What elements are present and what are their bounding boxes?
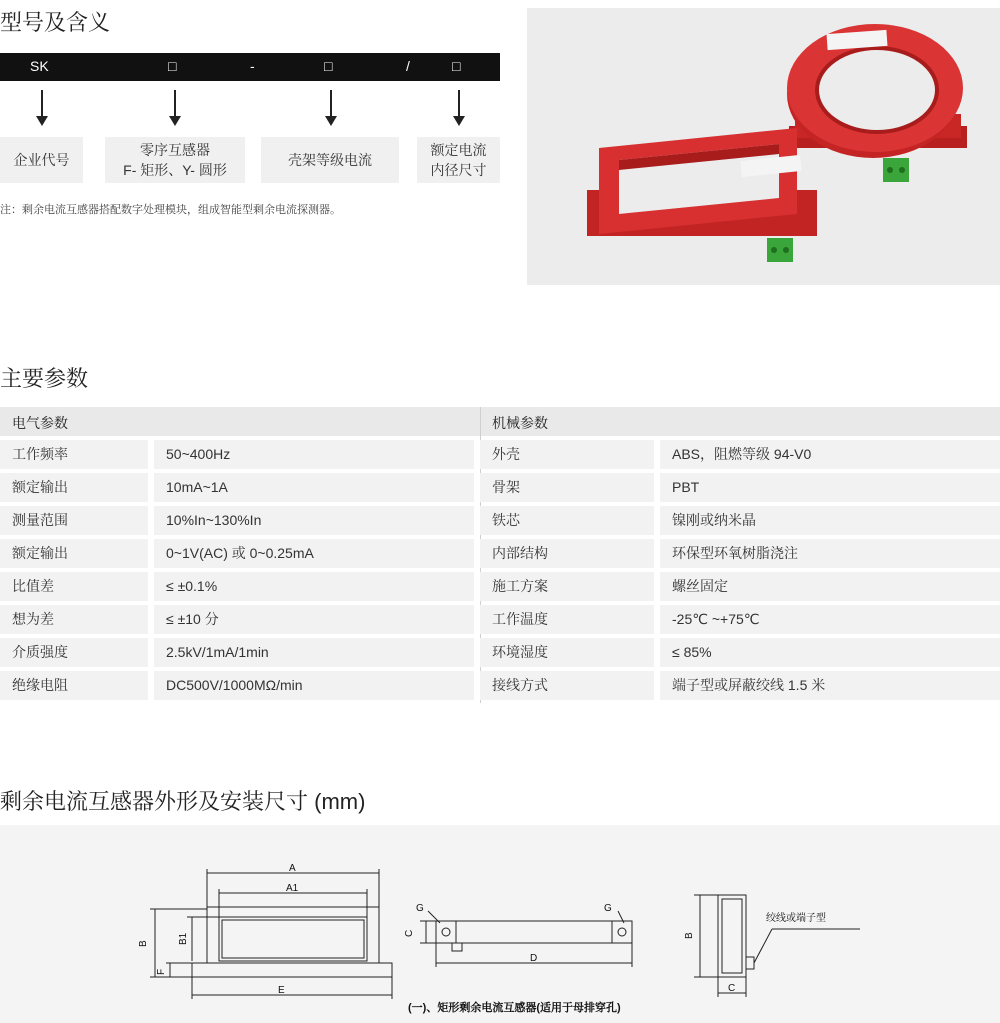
model-meaning-type [105, 137, 245, 183]
dim-label-B1: B1 [178, 932, 189, 945]
param-value: 50~400Hz [154, 440, 474, 469]
dim-label-B-end: B [684, 932, 695, 939]
param-name: 工作温度 [480, 605, 654, 634]
down-arrow-icon [453, 90, 465, 126]
table-row [0, 471, 1000, 504]
model-note: 注：剩余电流互感器搭配数字处理模块，组成智能型剩余电流探测器。 [0, 204, 341, 216]
product-photo [527, 8, 1000, 285]
model-dash: - [250, 58, 255, 74]
param-name: 工作频率 [0, 440, 148, 469]
round-transformer-image [787, 24, 967, 182]
meaning-line: 零序互感器 [140, 142, 210, 158]
dim-label-G-right: G [604, 903, 612, 914]
param-name: 比值差 [0, 572, 148, 601]
param-name: 介质强度 [0, 638, 148, 667]
side-view [420, 911, 632, 967]
param-value: ≤ 85% [660, 638, 1000, 667]
param-name: 绝缘电阻 [0, 671, 148, 700]
table-row [0, 438, 1000, 471]
model-meaning-enterprise [0, 137, 83, 183]
model-meaning-current [417, 137, 500, 183]
down-arrow-icon [325, 90, 337, 126]
table-row [0, 669, 1000, 702]
param-value: 环保型环氧树脂浇注 [660, 539, 1000, 568]
section-title-params: 主要参数 [0, 366, 89, 391]
table-row [0, 636, 1000, 669]
param-value: 端子型或屏蔽绞线 1.5 米 [660, 671, 1000, 700]
meaning-line: F- 矩形、Y- 圆形 [123, 162, 227, 178]
meaning-line: 内径尺寸 [430, 162, 487, 178]
param-name: 测量范围 [0, 506, 148, 535]
transformer-illustration [527, 8, 1000, 285]
dimension-drawing-panel [0, 825, 1000, 1023]
param-value: ≤ ±10 分 [154, 605, 474, 634]
section-title-model: 型号及含义 [0, 10, 111, 35]
dim-label-A: A [289, 863, 296, 874]
dimension-drawing [0, 825, 1000, 1023]
param-name: 施工方案 [480, 572, 654, 601]
model-box-3: □ [452, 58, 461, 74]
param-value: DC500V/1000MΩ/min [154, 671, 474, 700]
dim-label-D: D [530, 953, 538, 964]
model-box-1: □ [168, 58, 177, 74]
meaning-line: 企业代号 [13, 152, 70, 168]
param-value: 10mA~1A [154, 473, 474, 502]
param-value: -25℃ ~+75℃ [660, 605, 1000, 634]
end-view [694, 895, 860, 997]
meaning-line: 壳架等级电流 [288, 152, 372, 168]
param-name: 额定输出 [0, 539, 148, 568]
mechanical-header: 机械参数 [492, 415, 548, 431]
dim-label-E: E [278, 985, 285, 996]
param-value: ABS，阻燃等级 94-V0 [660, 440, 1000, 469]
rect-transformer-image [587, 128, 817, 262]
param-value: 0~1V(AC) 或 0~0.25mA [154, 539, 474, 568]
param-name: 环境湿度 [480, 638, 654, 667]
param-name: 骨架 [480, 473, 654, 502]
param-value: 2.5kV/1mA/1min [154, 638, 474, 667]
meaning-line: 额定电流 [430, 142, 487, 158]
table-row [0, 537, 1000, 570]
param-name: 内部结构 [480, 539, 654, 568]
param-value: 螺丝固定 [660, 572, 1000, 601]
section-title-dimensions: 剩余电流互感器外形及安装尺寸 (mm) [0, 789, 366, 814]
param-name: 接线方式 [480, 671, 654, 700]
dim-label-C-end: C [728, 983, 736, 994]
param-name: 想为差 [0, 605, 148, 634]
terminal-block [883, 158, 909, 182]
param-value: ≤ ±0.1% [154, 572, 474, 601]
model-box-2: □ [324, 58, 333, 74]
dim-label-F: F [156, 968, 167, 975]
table-row [0, 570, 1000, 603]
param-name: 外壳 [480, 440, 654, 469]
dim-label-C-side: C [404, 929, 415, 937]
table-row [0, 504, 1000, 537]
param-value: 镍刚或纳米晶 [660, 506, 1000, 535]
param-value: PBT [660, 473, 1000, 502]
dim-label-G-left: G [416, 903, 424, 914]
model-prefix: SK [30, 58, 49, 74]
dim-label-A1: A1 [286, 883, 299, 894]
param-value: 10%In~130%In [154, 506, 474, 535]
table-header [0, 407, 1000, 436]
drawing-caption: (一)、矩形剩余电流互感器(适用于母排穿孔) [408, 1002, 621, 1014]
dim-label-B: B [138, 940, 149, 947]
model-code-bar [0, 53, 500, 81]
terminal-block [767, 238, 793, 262]
electrical-header: 电气参数 [12, 415, 68, 431]
wire-label: 绞线或端子型 [766, 913, 826, 924]
table-row [0, 603, 1000, 636]
down-arrow-icon [36, 90, 48, 126]
param-name: 铁芯 [480, 506, 654, 535]
down-arrow-icon [169, 90, 181, 126]
param-name: 额定输出 [0, 473, 148, 502]
model-meaning-frame [261, 137, 399, 183]
model-slash: / [406, 58, 410, 74]
